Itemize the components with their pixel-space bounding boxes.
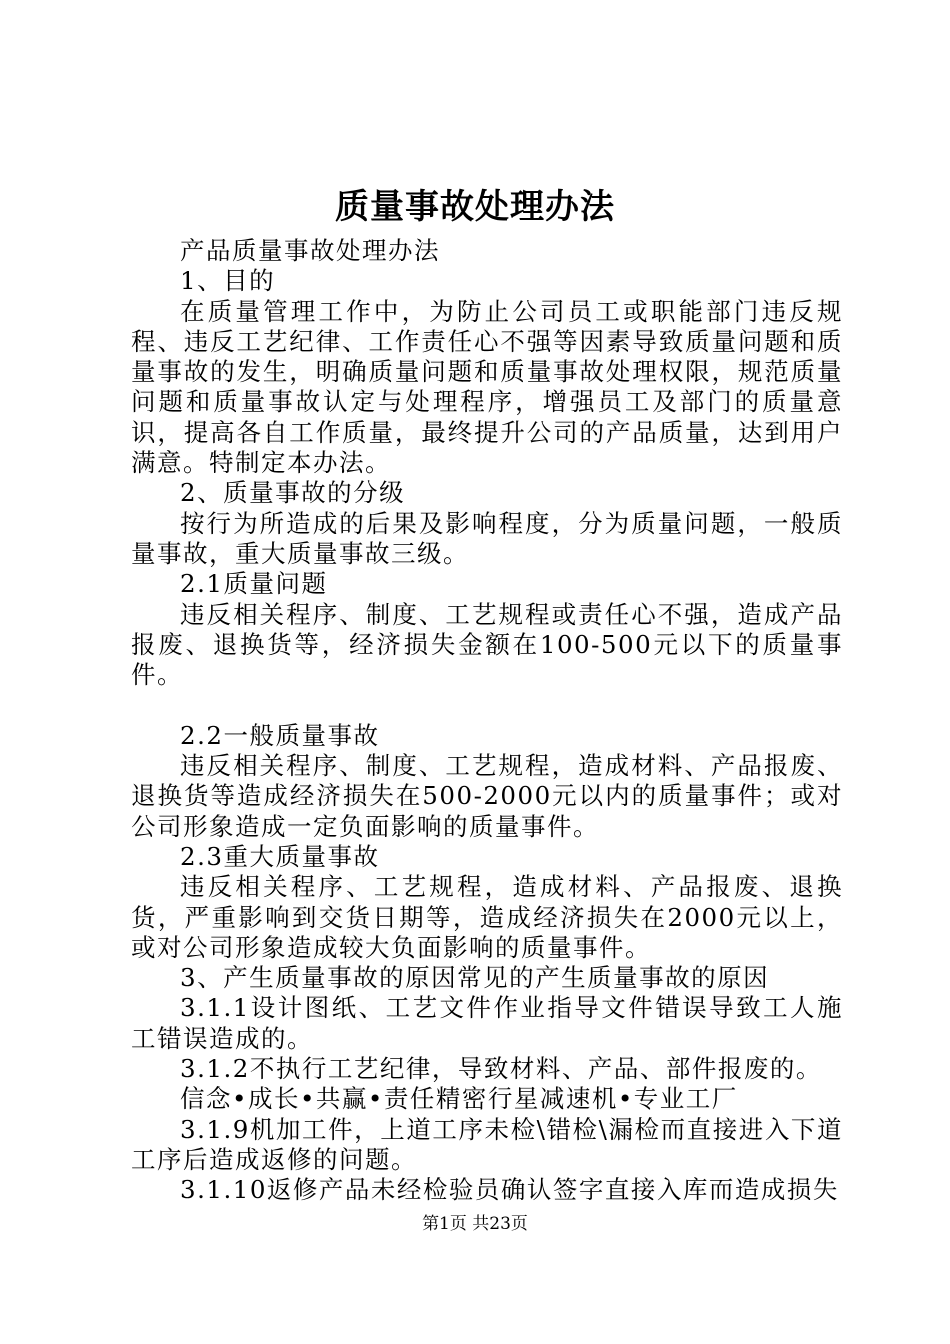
- document-title: 质量事故处理办法: [335, 187, 615, 227]
- heading-classification: 2、质量事故的分级: [180, 478, 406, 508]
- paragraph-cause-3-1-9: 3.1.9机加工件，上道工序未检\错检\漏检而直接进入下道工序后造成返修的问题。: [131, 1114, 843, 1174]
- paragraph-general-accident: 违反相关程序、制度、工艺规程，造成材料、产品报废、退换货等造成经济损失在500-2000元以内的质量事件；或对公司形象造成一定负面影响的质量事件。: [131, 751, 843, 841]
- paragraph-cause-3-1-2: 3.1.2不执行工艺纪律，导致材料、产品、部件报废的。: [180, 1054, 822, 1084]
- blank-line: [131, 690, 843, 720]
- heading-causes: 3、产生质量事故的原因常见的产生质量事故的原因: [180, 963, 770, 993]
- paragraph-subtitle: 产品质量事故处理办法: [180, 236, 440, 265]
- paragraph-slogan: 信念•成长•共赢•责任精密行星减速机•专业工厂: [180, 1084, 738, 1114]
- heading-major-accident: 2.3重大质量事故: [180, 841, 380, 871]
- paragraph-cause-3-1-1: 3.1.1设计图纸、工艺文件作业指导文件错误导致工人施工错误造成的。: [131, 993, 843, 1053]
- paragraph-cause-3-1-10: 3.1.10返修产品未经检验员确认签字直接入库而造成损失: [180, 1175, 839, 1205]
- paragraph-purpose: 在质量管理工作中，为防止公司员工或职能部门违反规程、违反工艺纪律、工作责任心不强等因素导致质量问题和质量事故的发生，明确质量问题和质量事故处理权限，规范质量问题和质量事故认定与处理程序，增强员工及部门的质量意识，提高各自工作质量，最终提升公司的产品质量，达到用户满意。特制定本办法。: [131, 296, 843, 478]
- paragraph-quality-problem: 违反相关程序、制度、工艺规程或责任心不强，造成产品报废、退换货等，经济损失金额在100-500元以下的质量事件。: [131, 599, 843, 690]
- page-number-footer: 第1页 共23页: [422, 1214, 528, 1234]
- heading-quality-problem: 2.1质量问题: [180, 569, 328, 599]
- document-body: [131, 236, 843, 1206]
- paragraph-major-accident: 违反相关程序、工艺规程，造成材料、产品报废、退换货，严重影响到交货日期等，造成经济损失在2000元以上，或对公司形象造成较大负面影响的质量事件。: [131, 872, 843, 962]
- heading-general-accident: 2.2一般质量事故: [180, 720, 380, 750]
- heading-purpose: 1、目的: [180, 266, 276, 296]
- paragraph-classification: 按行为所造成的后果及影响程度，分为质量问题，一般质量事故，重大质量事故三级。: [131, 508, 843, 568]
